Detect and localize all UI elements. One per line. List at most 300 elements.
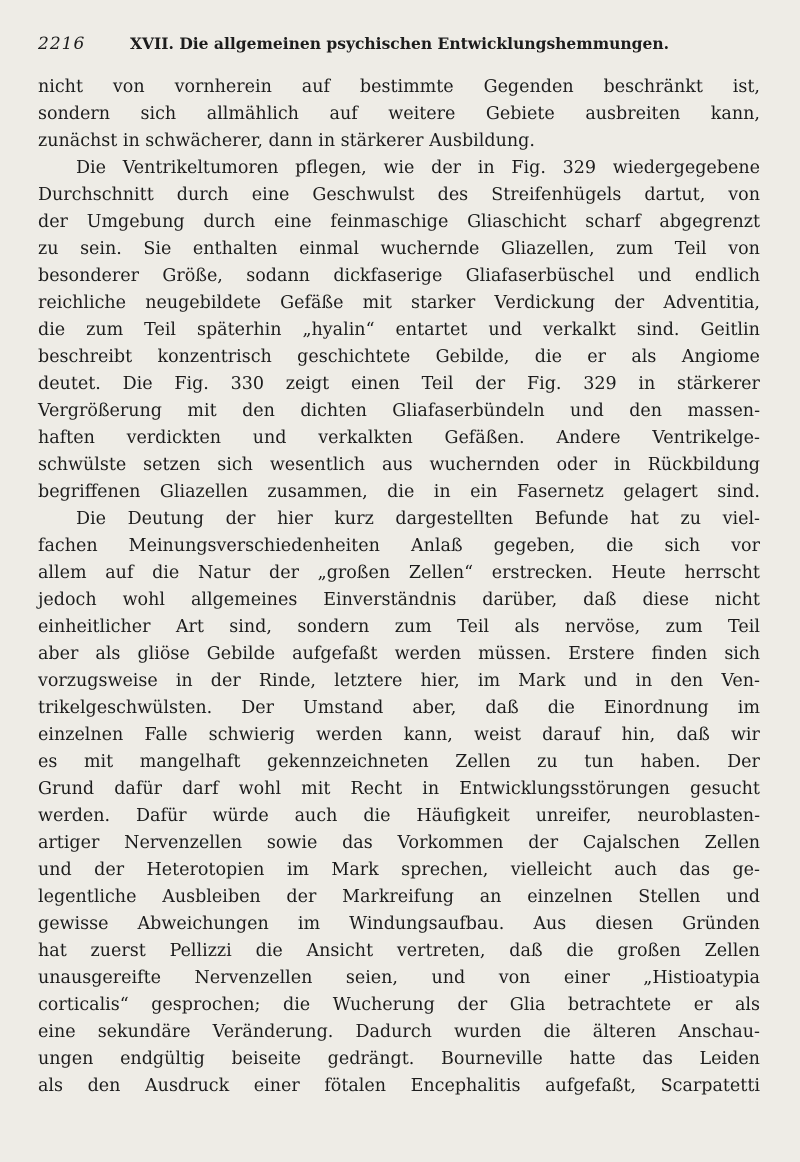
text-line [38, 533, 760, 560]
word: wiedergegebene [612, 158, 760, 178]
word: endgültig [120, 1049, 205, 1069]
word: abgegrenzt [659, 212, 760, 232]
word: nicht [714, 590, 760, 610]
word: haften [38, 428, 95, 448]
word: Ansicht [306, 941, 374, 961]
word: 329 [583, 374, 617, 394]
word: zusammen, [267, 482, 368, 502]
word: erstrecken. [491, 563, 593, 583]
word: sich [140, 104, 177, 124]
word: Dafür [136, 806, 187, 826]
text-line [38, 506, 760, 533]
word: ge- [732, 860, 760, 880]
word: Teil [674, 239, 707, 259]
word: wohl [122, 590, 165, 610]
word: einer [563, 968, 610, 988]
word: 329 [562, 158, 597, 178]
text-line [38, 344, 760, 371]
text-line [38, 722, 760, 749]
word: vertreten, [396, 941, 486, 961]
word: „hyalin“ [302, 320, 375, 340]
word: den [670, 671, 704, 691]
text-line [38, 1073, 760, 1100]
word: trikelgeschwülsten. [38, 698, 213, 718]
word: gesprochen; [151, 995, 261, 1015]
word: wesentlich [269, 455, 366, 475]
word: den [87, 1076, 121, 1096]
word: vorzugsweise [38, 671, 158, 691]
word: er [587, 347, 607, 367]
word: Pellizzi [169, 941, 232, 961]
word: und [570, 401, 604, 421]
word: Gebiete [485, 104, 555, 124]
word: beschreibt [38, 347, 133, 367]
word: das [342, 833, 373, 853]
word: aus [381, 455, 413, 475]
word: Die [122, 374, 153, 394]
word: Markreifung [342, 887, 454, 907]
word: Andere [556, 428, 621, 448]
word: älteren [592, 1022, 657, 1042]
word: die [38, 320, 66, 340]
word: der [286, 887, 317, 907]
word: Gefäßen. [444, 428, 525, 448]
word: aber [38, 644, 79, 664]
word: gedrängt. [327, 1049, 415, 1069]
text-line [38, 263, 760, 290]
word: Die [76, 509, 106, 529]
text-line [38, 803, 760, 830]
word: der [614, 293, 645, 313]
word: durch [203, 212, 256, 232]
text-line [38, 1046, 760, 1073]
text-line [38, 830, 760, 857]
word: Veränderung. [212, 1022, 334, 1042]
word: Entwicklungsstörungen [459, 779, 670, 799]
word: hatte [569, 1049, 616, 1069]
text-line [38, 965, 760, 992]
word: sowie [266, 833, 318, 853]
word: zunächst [38, 131, 123, 151]
word: und [431, 968, 466, 988]
word: die [363, 806, 391, 826]
word: mangelhaft [139, 752, 241, 772]
word: ist, [732, 77, 760, 97]
word: Gliafaserbüschel [465, 266, 615, 286]
word: als [631, 347, 657, 367]
word: beiseite [231, 1049, 301, 1069]
word: Mark [331, 860, 379, 880]
word: Ausdruck [145, 1076, 230, 1096]
word: zum [86, 320, 124, 340]
word: enthalten [192, 239, 278, 259]
text-line [38, 452, 760, 479]
word: allmählich [206, 104, 299, 124]
word: und [637, 266, 672, 286]
word: Sie [143, 239, 172, 259]
word: ungen [38, 1049, 94, 1069]
word: „Histioatypia [643, 968, 760, 988]
running-head: XVII. Die allgemeinen psychischen Entwicklungshemmungen. [130, 34, 670, 53]
word: Recht [350, 779, 403, 799]
word: Erstere [568, 644, 635, 664]
word: sich [217, 455, 253, 475]
word: Dadurch [355, 1022, 432, 1042]
word: im [737, 698, 760, 718]
word: betrachtete [567, 995, 672, 1015]
word: Einverständnis [323, 590, 457, 610]
word: den [629, 401, 663, 421]
word: jedoch [38, 590, 97, 610]
text-line [38, 236, 760, 263]
word: Bourneville [440, 1049, 543, 1069]
word: eine [274, 212, 312, 232]
word: artiger [38, 833, 100, 853]
word: des [437, 185, 469, 205]
word: in [122, 131, 146, 151]
word: zum [616, 239, 654, 259]
word: weitere [388, 104, 456, 124]
word: allgemeines [190, 590, 298, 610]
word: nervöse, [564, 617, 641, 637]
word: Angiome [681, 347, 760, 367]
word: Zellen [704, 833, 760, 853]
word: darauf [542, 725, 601, 745]
word: stärkerer [340, 131, 430, 151]
word: stärkerer [677, 374, 760, 394]
word: großen [617, 941, 681, 961]
word: legentliche [38, 887, 137, 907]
word: sondern [38, 104, 110, 124]
word: Verdickung [494, 293, 596, 313]
word: weist [474, 725, 521, 745]
word: Gliazellen [159, 482, 248, 502]
text-line [38, 938, 760, 965]
word: vor [731, 536, 760, 556]
word: sich [664, 536, 701, 556]
word: es [38, 752, 58, 772]
word: aber, [412, 698, 457, 718]
word: wuchernde [380, 239, 480, 259]
word: von [498, 968, 531, 988]
word: daß [583, 590, 617, 610]
word: dartut, [644, 185, 706, 205]
word: Durchschnitt [38, 185, 154, 205]
text-line [38, 398, 760, 425]
word: auf [105, 563, 134, 583]
word: dichten [300, 401, 367, 421]
page-number: 2216 [38, 34, 86, 54]
word: deutet. [38, 374, 101, 394]
word: ein [470, 482, 498, 502]
word: darüber, [482, 590, 558, 610]
word: pflegen, [295, 158, 367, 178]
word: Art [175, 617, 204, 637]
word: von [728, 185, 760, 205]
word: Stellen [638, 887, 701, 907]
word: die [547, 698, 575, 718]
word: zu [38, 239, 59, 259]
word: mit [301, 779, 331, 799]
word: neugebildete [145, 293, 261, 313]
text-line [38, 209, 760, 236]
word: die [606, 536, 634, 556]
word: unreifer, [535, 806, 612, 826]
word: wir [730, 725, 760, 745]
word: tun [584, 752, 614, 772]
word: aufgefaßt, [545, 1076, 637, 1096]
word: Meinungsverschiedenheiten [128, 536, 380, 556]
word: Grund [38, 779, 95, 799]
word: und [38, 860, 72, 880]
word: hier [277, 509, 313, 529]
word: die [566, 941, 594, 961]
word: die [283, 995, 311, 1015]
text-line [38, 911, 760, 938]
word: zum [665, 617, 703, 637]
word: hat [38, 941, 67, 961]
text-line [38, 695, 760, 722]
word: Rückbildung [647, 455, 760, 475]
word: sekundäre [97, 1022, 191, 1042]
word: als [95, 644, 121, 664]
word: Gebilde, [435, 347, 510, 367]
text-line [38, 317, 760, 344]
word: in [477, 158, 495, 178]
word: verkalkt [543, 320, 616, 340]
word: werden. [38, 806, 111, 826]
word: in [613, 455, 631, 475]
word: durch [176, 185, 229, 205]
word: Gliafaserbündeln [392, 401, 545, 421]
text-line [38, 560, 760, 587]
text-line [38, 857, 760, 884]
word: späterhin [196, 320, 282, 340]
word: vornherein [174, 77, 272, 97]
word: in [433, 482, 451, 502]
word: begriffenen [38, 482, 141, 502]
word: neuroblasten- [637, 806, 760, 826]
word: Windungsaufbau. [349, 914, 505, 934]
word: müssen. [478, 644, 552, 664]
word: Vorkommen [397, 833, 504, 853]
word: herrscht [684, 563, 760, 583]
word: mit [362, 293, 392, 313]
word: mit [187, 401, 217, 421]
word: vielleicht [510, 860, 592, 880]
word: zu [680, 509, 702, 529]
word: in [635, 671, 653, 691]
word: Umgebung [86, 212, 185, 232]
word: setzen [143, 455, 201, 475]
word: Cajalschen [582, 833, 680, 853]
text-line [38, 587, 760, 614]
word: daß [676, 725, 710, 745]
word: im [286, 860, 310, 880]
word: die [534, 347, 562, 367]
word: die [152, 563, 180, 583]
word: kurz [334, 509, 374, 529]
word: kann, [403, 725, 453, 745]
word: als [734, 995, 760, 1015]
text-line [38, 290, 760, 317]
word: von [112, 77, 145, 97]
word: fachen [38, 536, 98, 556]
word: Heute [611, 563, 666, 583]
word: der [210, 671, 241, 691]
word: aufgefaßt [292, 644, 378, 664]
word: einmal [299, 239, 359, 259]
word: Gliaschicht [467, 212, 567, 232]
word: verdickten [126, 428, 222, 448]
word: wurden [453, 1022, 522, 1042]
word: Vergrößerung [38, 401, 163, 421]
text-line [38, 128, 760, 155]
word: Teil [144, 320, 177, 340]
word: eine [38, 1022, 76, 1042]
word: dann [268, 131, 319, 151]
word: wie [383, 158, 415, 178]
word: der [225, 509, 256, 529]
word: Adventitia, [663, 293, 760, 313]
text-line [38, 749, 760, 776]
word: allem [38, 563, 87, 583]
word: der [431, 158, 462, 178]
word: starker [411, 293, 476, 313]
word: Rinde, [258, 671, 316, 691]
word: Ventrikelge- [652, 428, 760, 448]
word: an [479, 887, 502, 907]
word: entartet [395, 320, 468, 340]
word: auf [329, 104, 358, 124]
word: sein. [80, 239, 122, 259]
word: Streifenhügels [491, 185, 622, 205]
word: gewisse [38, 914, 109, 934]
word: das [679, 860, 711, 880]
word: Nervenzellen [194, 968, 313, 988]
word: dargestellten [395, 509, 514, 529]
word: Geschwulst [312, 185, 415, 205]
word: wuchernden [429, 455, 540, 475]
word: kann, [710, 104, 760, 124]
word: Leiden [699, 1049, 760, 1069]
word: werden [394, 644, 462, 664]
word: den [242, 401, 275, 421]
word: viel- [722, 509, 760, 529]
word: feinmaschige [330, 212, 449, 232]
word: corticalis“ [38, 995, 129, 1015]
word: der [94, 860, 125, 880]
word: Häufigkeit [416, 806, 510, 826]
word: konzentrisch [157, 347, 272, 367]
word: sprechen, [401, 860, 489, 880]
word: einheitlicher [38, 617, 151, 637]
word: Zellen“ [408, 563, 474, 583]
word: zuerst [90, 941, 146, 961]
word: sich [724, 644, 760, 664]
word: besonderer [38, 266, 139, 286]
word: von [728, 239, 760, 259]
word: schwülste [38, 455, 127, 475]
word: oder [556, 455, 598, 475]
word: die [255, 941, 283, 961]
text-line [38, 614, 760, 641]
word: darf [182, 779, 219, 799]
text-line [38, 776, 760, 803]
word: gekennzeichneten [267, 752, 429, 772]
word: sind. [636, 320, 680, 340]
word: Umstand [303, 698, 384, 718]
word: hin, [621, 725, 656, 745]
word: zeigt [285, 374, 330, 394]
text-line [38, 101, 760, 128]
word: finden [651, 644, 708, 664]
word: einzelnen [527, 887, 613, 907]
word: unausgereifte [38, 968, 161, 988]
word: hat [630, 509, 659, 529]
text-line [38, 182, 760, 209]
word: Wucherung [332, 995, 435, 1015]
word: letztere [334, 671, 403, 691]
word: die [387, 482, 415, 502]
word: einer [253, 1076, 300, 1096]
word: einzelnen [38, 725, 124, 745]
word: dafür [114, 779, 162, 799]
page-header [38, 34, 758, 58]
word: wohl [238, 779, 282, 799]
word: bestimmte [359, 77, 454, 97]
word: in [638, 374, 656, 394]
word: Geitlin [700, 320, 760, 340]
word: Anschau- [678, 1022, 760, 1042]
word: verkalkten [318, 428, 413, 448]
word: Teil [728, 617, 760, 637]
text-line [38, 155, 760, 182]
word: der [457, 995, 488, 1015]
word: hier, [420, 671, 460, 691]
word: gliöse [137, 644, 190, 664]
word: das [642, 1049, 673, 1069]
word: sind. [717, 482, 760, 502]
word: auf [301, 77, 330, 97]
word: massen- [687, 401, 760, 421]
word: der [269, 563, 299, 583]
word: Anlaß [410, 536, 463, 556]
word: schwächerer, [145, 131, 269, 151]
word: Der [727, 752, 760, 772]
word: Teil [457, 617, 490, 637]
word: Falle [144, 725, 188, 745]
word: Nervenzellen [124, 833, 243, 853]
word: einen [350, 374, 400, 394]
word: Ausbleiben [162, 887, 261, 907]
text-line [38, 668, 760, 695]
word: scharf [585, 212, 641, 232]
word: in [318, 131, 341, 151]
word: im [477, 671, 501, 691]
word: Deutung [127, 509, 205, 529]
word: schwierig [208, 725, 295, 745]
word: Encephalitis [410, 1076, 521, 1096]
text-line [38, 479, 760, 506]
word: Gegenden [483, 77, 574, 97]
word: Fig. [511, 158, 546, 178]
word: beschränkt [603, 77, 703, 97]
word: dickfaserige [333, 266, 443, 286]
word: Gebilde [206, 644, 276, 664]
word: sind, [229, 617, 272, 637]
word: Natur [197, 563, 251, 583]
